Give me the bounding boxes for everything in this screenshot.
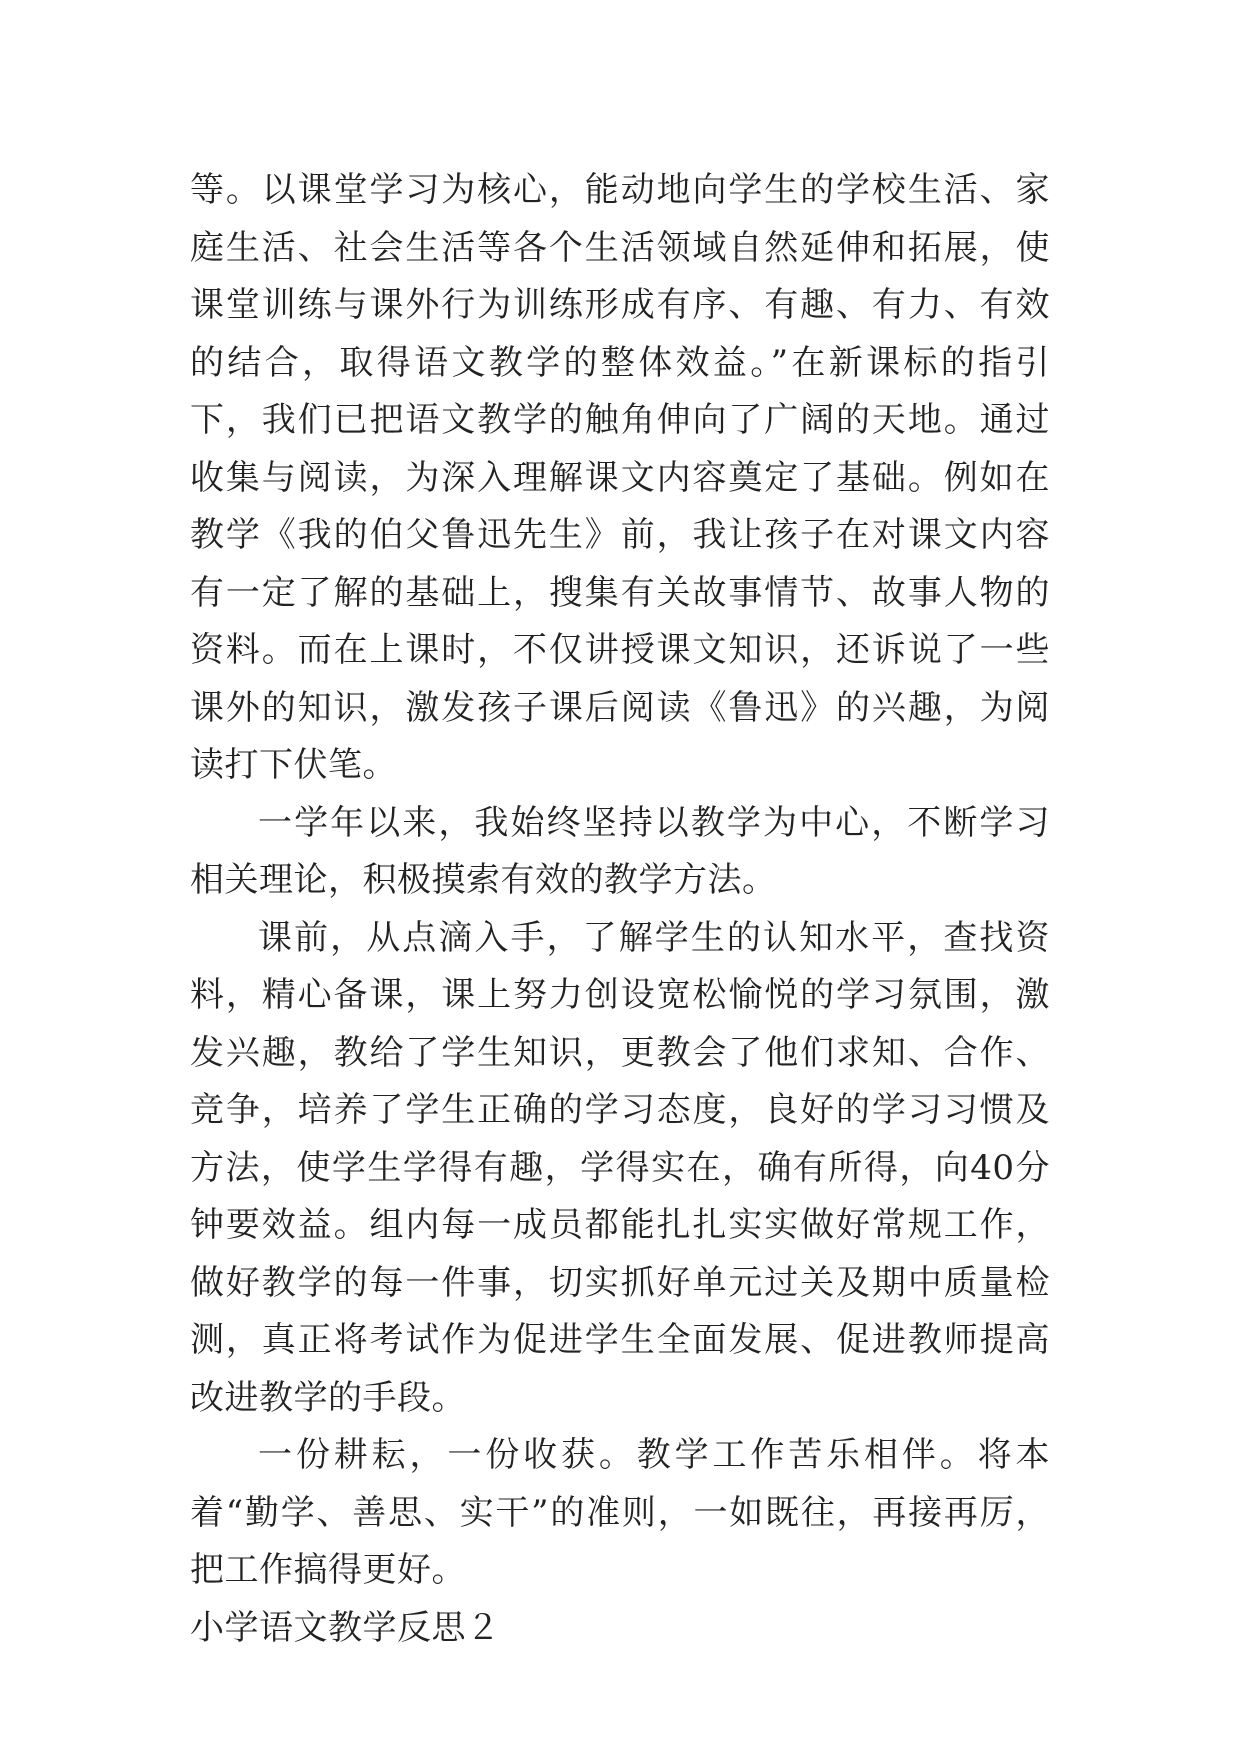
- paragraph-teaching-focus: 一学年以来，我始终坚持以教学为中心，不断学习相关理论，积极摸索有效的教学方法。: [190, 802, 1050, 900]
- paragraph-continuation: 等。以课堂学习为核心，能动地向学生的学校生活、家庭生活、社会生活等各个生活领域自然延伸和拓展，使课堂训练与课外行为训练形成有序、有趣、有力、有效的结合，取得语文教学的整体效益。”在新课标的指引下，我们已把语文教学的触角伸向了广阔的天地。通过收集与阅读，为深入理解课文内容奠定了基础。例如在教学《我的伯父鲁迅先生》前，我让孩子在对课文内容有一定了解的基础上，搜集有关故事情节、故事人物的资料。而在上课时，不仅讲授课文知识，还诉说了一些课外的知识，激发孩子课后阅读《鲁迅》的兴趣，为阅读打下伏笔。: [190, 170, 1050, 785]
- document-body: [190, 162, 1050, 1657]
- section-heading: 小学语文教学反思２: [190, 1607, 501, 1648]
- paragraph-class-preparation: 课前，从点滴入手，了解学生的认知水平，查找资料，精心备课，课上努力创设宽松愉悦的学习氛围，激发兴趣，教给了学生知识，更教会了他们求知、合作、竞争，培养了学生正确的学习态度，良好的学习习惯及方法，使学生学得有趣，学得实在，确有所得，向40分钟要效益。组内每一成员都能扎扎实实做好常规工作，做好教学的每一件事，切实抓好单元过关及期中质量检测，真正将考试作为促进学生全面发展、促进教师提高改进教学的手段。: [190, 917, 1050, 1418]
- paragraph-conclusion: 一份耕耘，一份收获。教学工作苦乐相伴。将本着“勤学、善思、实干”的准则，一如既往，再接再厉，把工作搞得更好。: [190, 1435, 1050, 1590]
